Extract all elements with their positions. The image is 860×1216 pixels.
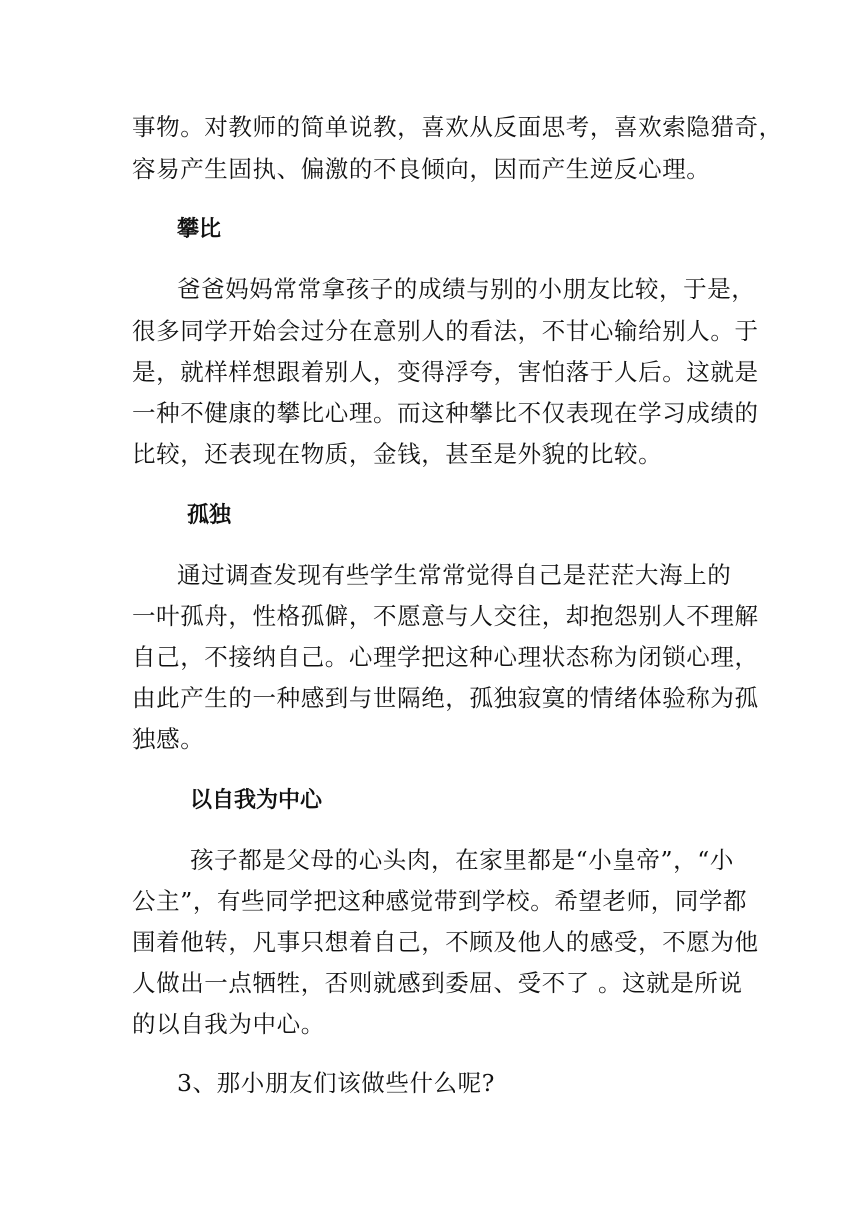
section-heading-gudu: 孤独: [187, 502, 232, 528]
gudu-line-5: 独感。: [132, 725, 205, 753]
panbi-line-3: 是，就样样想跟着别人，变得浮夸，害怕落于人后。这就是: [132, 358, 759, 386]
section-heading-panbi: 攀比: [177, 216, 222, 242]
ziwo-line-2: 公主”，有些同学把这种感觉带到学校。希望老师，同学都: [132, 887, 748, 915]
gudu-line-1: 通过调查发现有些学生常常觉得自己是茫茫大海上的: [177, 561, 732, 589]
panbi-line-5: 比较，还表现在物质，金钱，甚至是外貌的比较。: [132, 440, 663, 468]
intro-line-2: 容易产生固执、偏激的不良倾向，因而产生逆反心理。: [132, 155, 711, 183]
panbi-line-4: 一种不健康的攀比心理。而这种攀比不仅表现在学习成绩的: [132, 399, 759, 427]
gudu-line-3: 自己，不接纳自己。心理学把这种心理状态称为闭锁心理，: [132, 643, 759, 671]
ziwo-line-5: 的以自我为中心。: [132, 1010, 325, 1038]
intro-line-1: 事物。对教师的简单说教，喜欢从反面思考，喜欢索隐猎奇，: [132, 113, 783, 141]
ziwo-line-3: 围着他转，凡事只想着自己，不顾及他人的感受，不愿为他: [132, 928, 759, 956]
panbi-line-2: 很多同学开始会过分在意别人的看法，不甘心输给别人。于: [132, 317, 759, 345]
gudu-line-2: 一叶孤舟，性格孤僻，不愿意与人交往，却抱怨别人不理解: [132, 602, 759, 630]
ziwo-line-1: 孩子都是父母的心头肉，在家里都是“小皇帝”，“小: [190, 846, 734, 874]
ziwo-line-4: 人做出一点牺牲，否则就感到委屈、受不了 。这就是所说: [132, 969, 743, 997]
section-heading-ziwo: 以自我为中心: [190, 787, 323, 813]
panbi-line-1: 爸爸妈妈常常拿孩子的成绩与别的小朋友比较，于是，: [177, 275, 756, 303]
gudu-line-4: 由此产生的一种感到与世隔绝，孤独寂寞的情绪体验称为孤: [132, 684, 759, 712]
question-line: 3、那小朋友们该做些什么呢?: [177, 1069, 495, 1097]
